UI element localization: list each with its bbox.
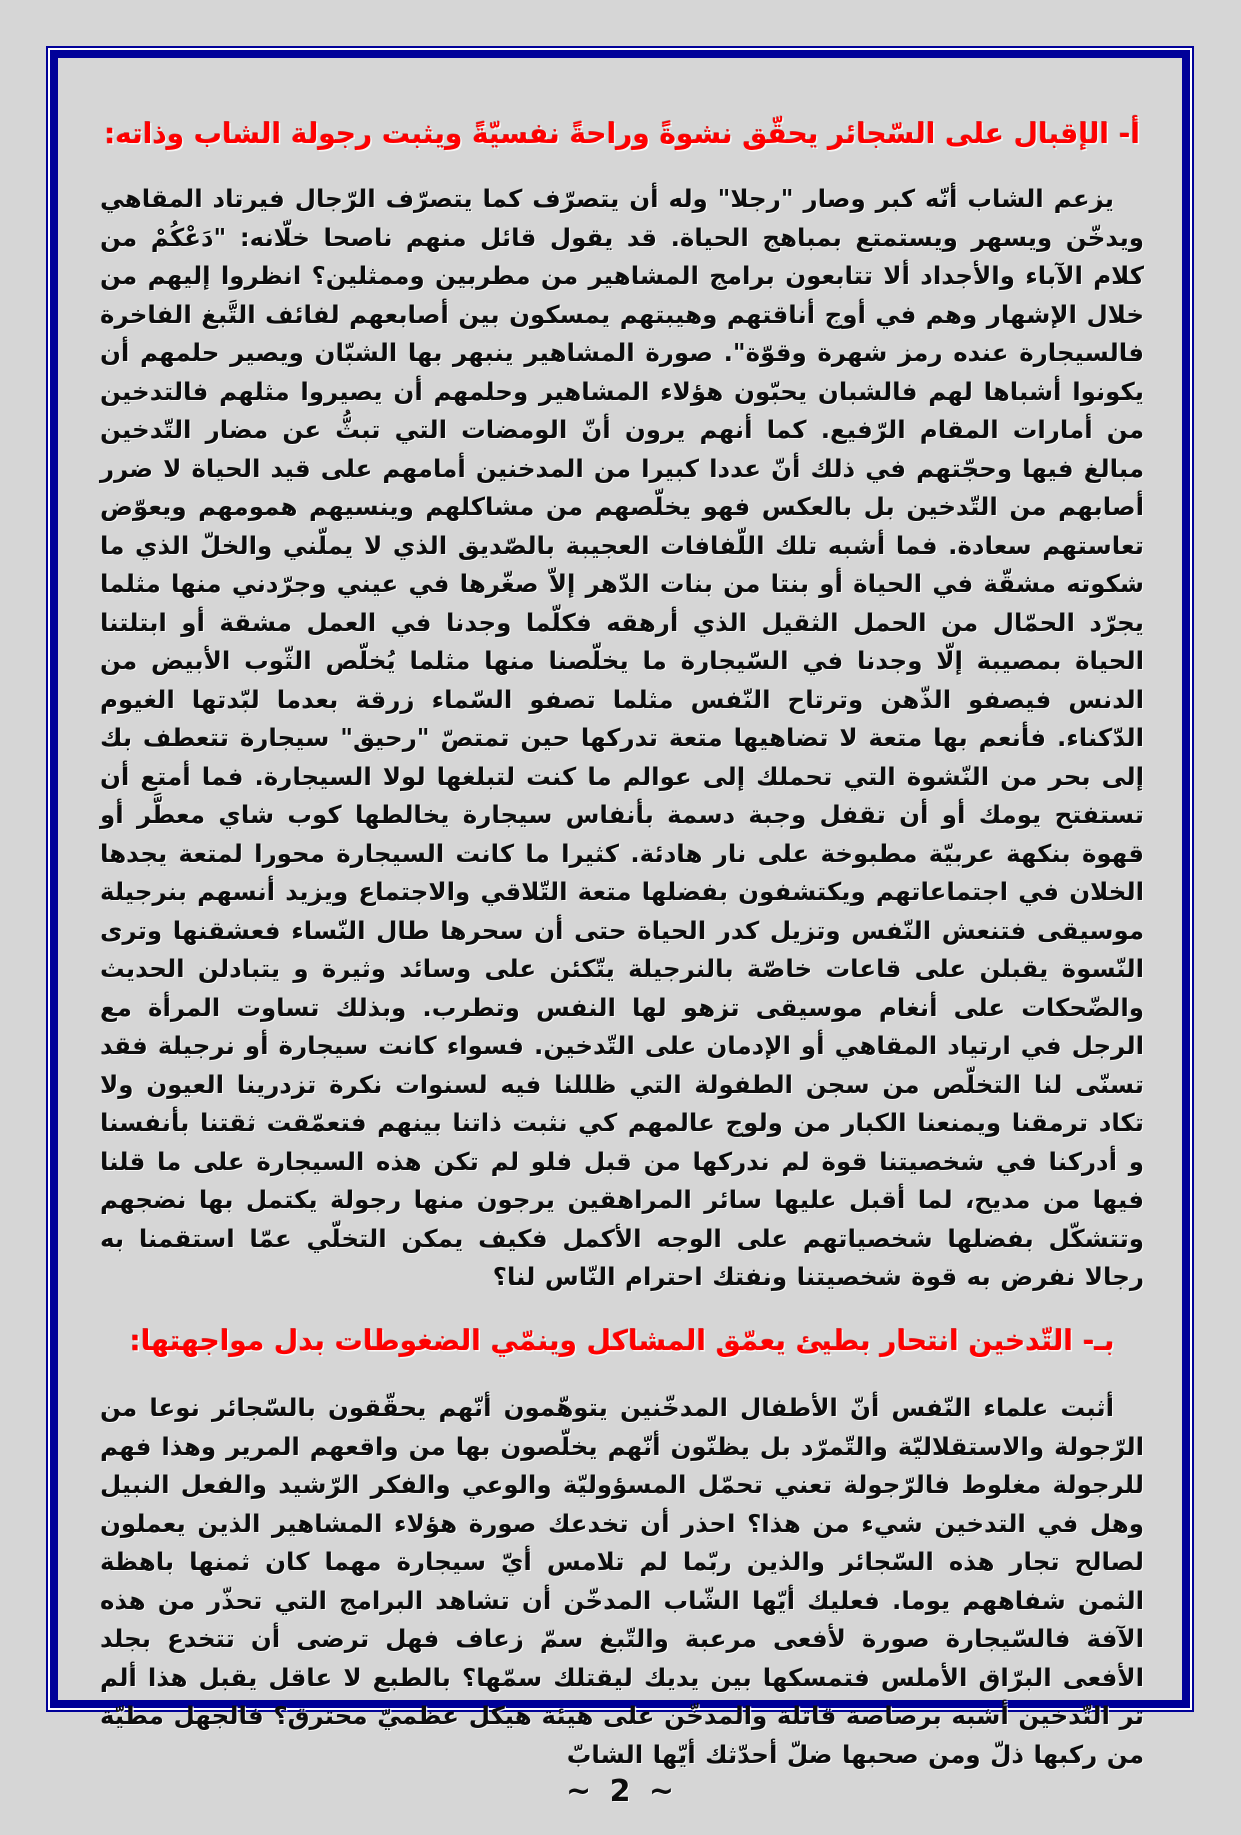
page-border-frame xyxy=(50,50,1190,1810)
page-number: ~ 2 ~ xyxy=(565,1774,679,1810)
section-body-b: أثبت علماء النّفس أنّ الأطفال المدخّنين يتوهّمون أنّهم يحقّقون بالسّجائر نوعا من الرّجولة والاستقلاليّة والتّمرّد بل يظنّون أنّهم يخلّصون بها من واقعهم المرير وهذا فهم للرجولة مغلوط فالرّجولة تعني تحمّل المسؤوليّة والوعي والفكر الرّشيد والفعل النبيل وهل في التدخين شيء من هذا؟ احذر أن تخدعك صورة هؤلاء المشاهير الذين يعملون لصالح تجار هذه السّجائر والذين ربّما لم تلامس أيّ سيجارة مهما كان ثمنها باهظة الثمن شفاههم يوما. فعليك أيّها الشّاب المدخّن أن تشاهد البرامج التي تحذّر من هذه الآفة فالسّيجارة صورة لأفعى مرعبة والتّبغ سمّ زعاف فهل ترضى أن تتخدع بجلد الأفعى البرّاق الأملس فتمسكها بين يديك ليقتلك سمّها؟ بالطبع لا عاقل يقبل هذا ألم تر التّدخين أشبه برصاصة قاتلة والمدخّن على هيئة هيكل عظميّ محترق؟ فالجهل مطيّة من ركبها ذلّ ومن صحبها ضلّ أحدّثك أيّها الشابّ xyxy=(100,1393,1144,1769)
section-heading-a: أ- الإقبال على السّجائر يحقّق نشوةً وراحةً نفسيّةً ويثبت رجولة الشاب وذاته: xyxy=(104,117,1140,150)
section-heading-b: بـ- التّدخين انتحار بطيئ يعمّق المشاكل وينمّي الضغوطات بدل مواجهتها: xyxy=(129,1323,1115,1357)
section-body-a: يزعم الشاب أنّه كبر وصار "رجلا" وله أن يتصرّف كما يتصرّف الرّجال فيرتاد المقاهي ويدخّن ويسهر ويستمتع بمباهج الحياة. قد يقول قائل منهم ناصحا خلّانه: "دَعْكُمْ من كلام الآباء والأجداد ألا تتابعون برامج المشاهير من مطربين وممثلين؟ انظروا إليهم من خلال الإشهار وهم في أوج أناقتهم وهيبتهم يمسكون بين أصابعهم لفائف التَّبغ الفاخرة فالسيجارة عنده رمز شهرة وقوّة". صورة المشاهير ينبهر بها الشبّان ويصير حلمهم أن يكونوا أشباها لهم فالشبان يحبّون هؤلاء المشاهير وحلمهم أن يصيروا مثلهم فالتدخين من أمارات المقام الرّفيع. كما أنهم يرون أنّ الومضات التي تبثُّ عن مضار التّدخين مبالغ فيها وحجّتهم في ذلك أنّ عددا كبيرا من المدخنين أمامهم على قيد الحياة لا ضرر أصابهم من التّدخين بل بالعكس فهو يخلّصهم من مشاكلهم وينسيهم همومهم ويعوّض تعاستهم سعادة. فما أشبه تلك اللّفافات العجيبة بالصّديق الذي لا يملّني والخلّ الذي ما شكوته مشقّة في الحياة أو بنتا من بنات الدّهر إلاّ صغّرها في عيني وجرّدني منها مثلما يجرّد الحمّال من الحمل الثقيل الذي أرهقه فكلّما وجدنا في العمل مشقة أو ابتلتنا الحياة بمصيبة إلّا وجدنا في السّيجارة ما يخلّصنا منها مثلما يُخلّص الثّوب الأبيض من الدنس فيصفو الذّهن وترتاح النّفس مثلما تصفو السّماء زرقة بعدما لبّدتها الغيوم الدّكناء. فأنعم بها متعة لا تضاهيها متعة تدركها حين تمتصّ "رحيق" سيجارة تتعطف بك إلى بحر من النّشوة التي تحملك إلى عوالم ما كنت لتبلغها لولا السيجارة. فما أمتع أن تستفتح يومك أو أن تقفل وجبة دسمة بأنفاس سيجارة يخالطها كوب شاي معطَّر أو قهوة بنكهة عربيّة مطبوخة على نار هادئة. كثيرا ما كانت السيجارة محورا لمتعة يجدها الخلان في اجتماعاتهم ويكتشفون بفضلها متعة التّلاقي والاجتماع ويزيد أنسهم بنرجيلة موسيقى فتنعش النّفس وتزيل كدر الحياة حتى أن سحرها طال النّساء فعشقنها وترى النّسوة يقبلن على قاعات خاصّة بالنرجيلة يتّكئن على وسائد وثيرة و يتبادلن الحديث والضّحكات على أنغام موسيقى تزهو لها النفس وتطرب. وبذلك تساوت المرأة مع الرجل في ارتياد المقاهي أو الإدمان على التّدخين. فسواء كانت سيجارة أو نرجيلة فقد تسنّى لنا التخلّص من سجن الطفولة التي ظللنا فيه لسنوات نكرة تزدرينا العيون ولا تكاد ترمقنا ويمنعنا الكبار من ولوج عالمهم كي نثبت ذاتنا بينهم فتعمّقت ثقتنا بأنفسنا و أدركنا في شخصيتنا قوة لم ندركها من قبل فلو لم تكن هذه السيجارة على ما قلنا فيها من مديح، لما أقبل عليها سائر المراهقين يرجون منها رجولة يكتمل بها نضجهم وتتشكّل بفضلها شخصياتهم على الوجه الأكمل فكيف يمكن التخلّي عمّا استقمنا به رجالا نفرض به قوة شخصيتنا ونفتك احترام النّاس لنا؟ xyxy=(99,184,1144,1292)
